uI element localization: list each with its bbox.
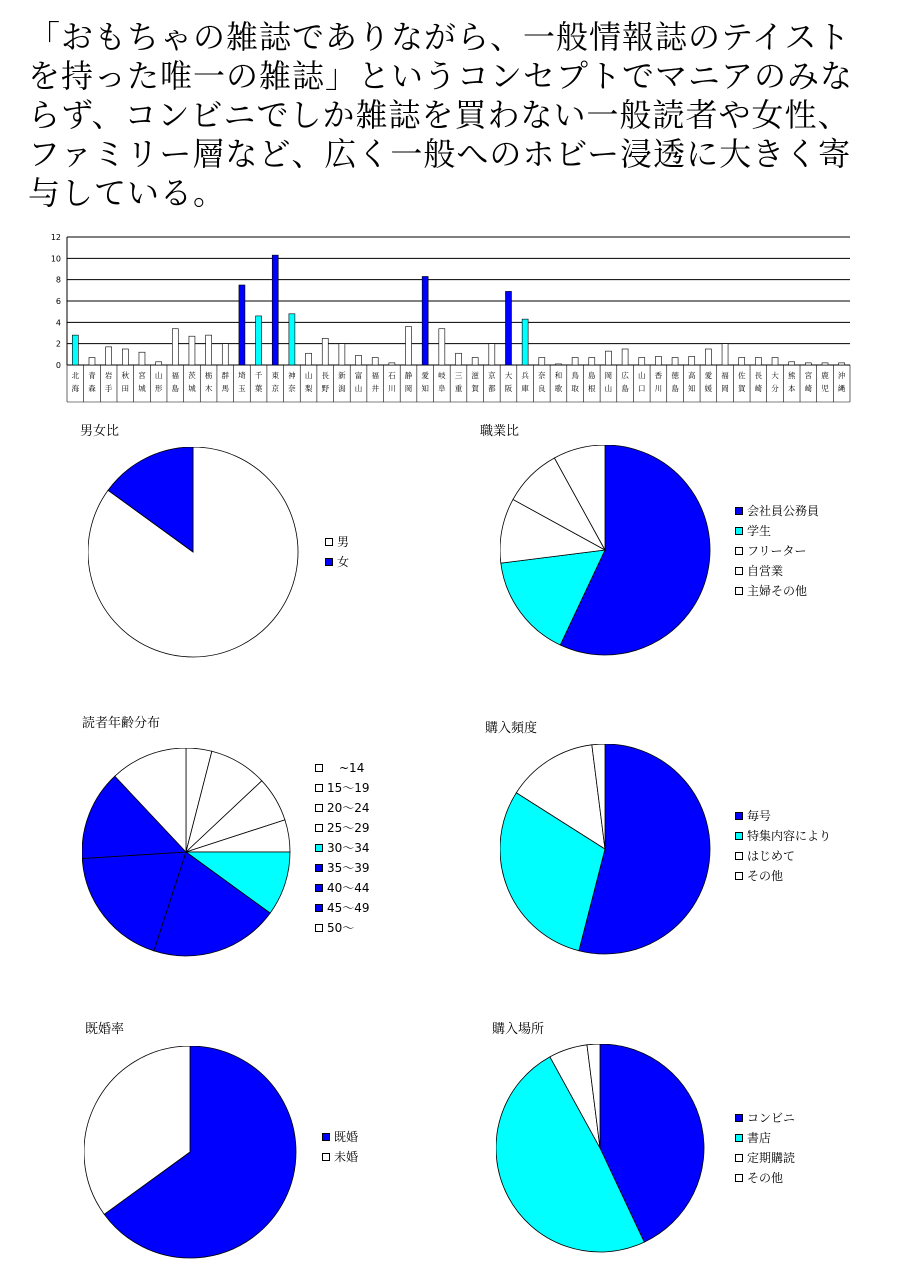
legend-item: [315, 898, 370, 918]
x-tick-label: 縄: [837, 384, 846, 393]
x-tick-label: 福: [171, 371, 180, 380]
bar: [805, 363, 811, 365]
legend-label: 定期購読: [747, 1151, 796, 1165]
bar: [356, 355, 362, 365]
x-tick-label: 児: [821, 384, 829, 393]
legend-label: その他: [747, 869, 784, 883]
legend-item: [315, 878, 370, 898]
legend-item: [735, 866, 831, 886]
bar: [322, 338, 328, 365]
legend-swatch: [315, 884, 323, 892]
legend-item: [735, 1148, 795, 1168]
x-tick-label: 賀: [737, 384, 746, 393]
bar: [339, 344, 345, 365]
legend-label: はじめて: [747, 849, 796, 863]
legend-item: [325, 552, 349, 572]
x-tick-label: 新: [338, 371, 346, 380]
bar: [589, 358, 595, 365]
bar: [672, 358, 678, 365]
x-tick-label: 知: [687, 384, 696, 393]
x-tick-label: 鳥: [571, 371, 579, 380]
legend-swatch: [315, 784, 323, 792]
legend-item: [735, 1168, 795, 1188]
legend-label: 特集内容により: [747, 829, 832, 843]
bar: [605, 351, 611, 365]
y-tick-label: 12: [50, 233, 61, 242]
x-tick-label: 熊: [787, 371, 796, 380]
legend-label: 45～49: [327, 901, 370, 915]
x-tick-label: 福: [371, 371, 379, 380]
intro-paragraph: 「おもちゃの雑誌でありながら、一般情報誌のテイストを持った唯一の雑誌」というコンセプトでマニアのみならず、コンビニでしか雑誌を買わない一般読者や女性、ファミリー層など、広く一般へのホビー浸透に大きく寄与している。: [28, 18, 854, 212]
x-tick-label: 大: [504, 371, 513, 380]
bar: [206, 335, 212, 365]
bar: [406, 327, 412, 365]
legend-item: [735, 1128, 795, 1148]
legend-item: [735, 521, 819, 541]
x-tick-label: 島: [671, 384, 679, 393]
frequency-pie-chart: [500, 744, 712, 956]
bar: [189, 336, 195, 365]
x-tick-label: 大: [771, 371, 779, 380]
pie-title-purchase-place: 購入場所: [492, 1022, 545, 1037]
x-tick-label: 香: [654, 371, 663, 380]
bar: [639, 358, 645, 365]
prefecture-bar-chart: [0, 228, 900, 406]
legend-label: コンビニ: [747, 1111, 796, 1125]
bar: [122, 349, 128, 365]
y-tick-label: 0: [55, 361, 61, 370]
x-tick-label: 玉: [238, 384, 246, 393]
x-tick-label: 高: [687, 371, 696, 380]
bar: [172, 329, 178, 365]
x-tick-label: 東: [271, 371, 279, 380]
legend-item: [315, 818, 370, 838]
legend-swatch: [315, 844, 323, 852]
legend-item: [735, 581, 819, 601]
x-tick-label: 良: [538, 384, 546, 393]
legend-swatch: [315, 924, 323, 932]
x-tick-label: 山: [354, 384, 363, 393]
legend-swatch: [322, 1153, 330, 1161]
y-tick-label: 4: [55, 318, 61, 328]
legend-item: [735, 541, 819, 561]
legend-item: [735, 561, 819, 581]
legend-swatch: [735, 587, 743, 595]
legend-label: 15～19: [327, 781, 370, 795]
x-tick-label: 馬: [221, 384, 230, 393]
x-tick-label: 岐: [438, 371, 446, 380]
legend-label: 20～24: [327, 801, 370, 815]
legend-item: [735, 501, 819, 521]
legend-item: [735, 806, 831, 826]
x-tick-label: 茨: [188, 371, 196, 380]
legend-swatch: [735, 832, 743, 840]
x-tick-label: 島: [621, 384, 629, 393]
legend-label: 30～34: [327, 841, 370, 855]
bar: [422, 276, 428, 365]
x-tick-label: 本: [787, 384, 796, 393]
x-tick-label: 口: [638, 384, 646, 393]
bar: [722, 344, 728, 365]
legend-label: 35～39: [327, 861, 370, 875]
x-tick-label: 千: [254, 371, 263, 380]
x-tick-label: 福: [721, 371, 729, 380]
bar: [555, 364, 561, 365]
x-tick-label: 徳: [671, 371, 679, 380]
x-tick-label: 兵: [521, 371, 529, 380]
x-tick-label: 重: [454, 384, 463, 393]
legend-label: 会社員公務員: [747, 504, 820, 518]
legend-swatch: [735, 812, 743, 820]
x-tick-label: 沖: [837, 371, 846, 380]
legend-swatch: [735, 1114, 743, 1122]
legend-label: 自営業: [747, 564, 784, 578]
x-tick-label: 山: [154, 371, 163, 380]
bar: [89, 358, 95, 365]
legend-item: [322, 1147, 358, 1167]
purchase-place-legend: [735, 1108, 795, 1188]
x-tick-label: 岡: [404, 384, 413, 393]
bar: [106, 347, 112, 365]
x-tick-label: 田: [121, 384, 130, 393]
legend-item: [735, 846, 831, 866]
age-legend: [315, 758, 370, 938]
bar: [289, 314, 295, 365]
marital-pie-chart: [84, 1046, 298, 1260]
x-tick-label: 和: [554, 371, 563, 380]
bar: [72, 335, 78, 365]
bar: [839, 363, 845, 365]
gender-legend: [325, 532, 349, 572]
legend-swatch: [735, 1134, 743, 1142]
bar: [655, 356, 661, 365]
legend-label: 25～29: [327, 821, 370, 835]
x-tick-label: 長: [321, 371, 329, 380]
legend-swatch: [315, 824, 323, 832]
legend-swatch: [735, 1174, 743, 1182]
x-tick-label: 城: [138, 384, 146, 393]
x-tick-label: 青: [88, 371, 96, 380]
x-tick-label: 森: [88, 384, 96, 393]
x-tick-label: 岡: [604, 371, 613, 380]
x-tick-label: 山: [304, 371, 313, 380]
legend-label: 学生: [747, 524, 772, 538]
x-tick-label: 歌: [554, 384, 563, 393]
x-tick-label: 潟: [338, 384, 346, 393]
x-tick-label: 手: [104, 384, 113, 393]
bar: [139, 352, 145, 365]
x-tick-label: 神: [288, 371, 296, 380]
x-tick-label: 佐: [737, 371, 746, 380]
x-tick-label: 井: [371, 384, 379, 393]
x-tick-label: 石: [388, 371, 396, 380]
pie-title-marital: 既婚率: [85, 1022, 125, 1037]
legend-label: 毎号: [747, 809, 772, 823]
bar: [256, 316, 262, 365]
x-tick-label: 富: [354, 371, 363, 380]
legend-swatch: [735, 852, 743, 860]
x-tick-label: 葉: [254, 384, 263, 393]
bar: [505, 291, 511, 365]
purchase-place-pie-chart: [496, 1044, 706, 1254]
legend-label: 主婦その他: [747, 584, 808, 598]
x-tick-label: 川: [388, 384, 396, 393]
x-tick-label: 崎: [754, 384, 763, 393]
x-tick-label: 木: [204, 384, 213, 393]
occupation-pie-chart: [500, 445, 712, 657]
bar: [272, 255, 278, 365]
legend-item: [315, 918, 370, 938]
legend-swatch: [325, 558, 333, 566]
legend-swatch: [315, 804, 323, 812]
legend-label: 既婚: [334, 1130, 359, 1144]
legend-swatch: [735, 527, 743, 535]
legend-swatch: [735, 567, 743, 575]
bar: [539, 358, 545, 365]
x-tick-label: 京: [271, 384, 279, 393]
legend-swatch: [315, 904, 323, 912]
x-tick-label: 長: [754, 371, 763, 380]
bar: [822, 363, 828, 365]
bar: [156, 362, 162, 365]
x-tick-label: 阪: [504, 384, 513, 393]
legend-item: [322, 1127, 358, 1147]
x-tick-label: 広: [621, 371, 629, 380]
x-tick-label: 三: [454, 371, 463, 380]
legend-label: 未婚: [334, 1150, 359, 1164]
x-tick-label: 宮: [804, 371, 813, 380]
legend-swatch: [325, 538, 333, 546]
bar: [705, 349, 711, 365]
x-tick-label: 岡: [721, 384, 729, 393]
x-tick-label: 群: [221, 371, 230, 380]
x-tick-label: 取: [571, 384, 579, 393]
legend-label: 女: [337, 555, 350, 569]
legend-swatch: [315, 864, 323, 872]
x-tick-label: 野: [321, 384, 329, 393]
x-tick-label: 島: [588, 371, 596, 380]
y-tick-label: 6: [55, 297, 61, 306]
x-tick-label: 媛: [704, 384, 713, 393]
legend-label: ~14: [327, 761, 365, 775]
bar: [789, 362, 795, 365]
x-tick-label: 北: [71, 371, 80, 380]
legend-item: [735, 1108, 795, 1128]
x-tick-label: 秋: [121, 371, 130, 380]
occupation-legend: [735, 501, 819, 601]
x-tick-label: 奈: [538, 371, 546, 380]
bar: [572, 358, 578, 365]
x-tick-label: 分: [771, 384, 779, 393]
x-tick-label: 山: [604, 384, 613, 393]
legend-swatch: [315, 764, 323, 772]
pie-title-age: 読者年齢分布: [82, 716, 161, 731]
legend-label: フリーター: [747, 544, 807, 558]
pie-title-frequency: 購入頻度: [485, 721, 538, 736]
x-tick-label: 崎: [804, 384, 813, 393]
x-tick-label: 山: [638, 371, 646, 380]
gender-pie-chart: [88, 447, 300, 659]
bar: [772, 358, 778, 365]
x-tick-label: 海: [71, 384, 80, 393]
pie-title-occupation: 職業比: [480, 424, 520, 439]
bar: [389, 363, 395, 365]
legend-swatch: [735, 872, 743, 880]
x-tick-label: 川: [654, 384, 663, 393]
legend-item: [325, 532, 349, 552]
bar: [622, 349, 628, 365]
legend-item: [315, 798, 370, 818]
x-tick-label: 阜: [438, 384, 446, 393]
x-tick-label: 城: [188, 384, 196, 393]
legend-label: その他: [747, 1171, 784, 1185]
age-pie-chart: [82, 748, 292, 958]
bar: [489, 344, 495, 365]
legend-item: [315, 758, 370, 778]
bar: [239, 285, 245, 365]
legend-label: 40～44: [327, 881, 370, 895]
y-tick-label: 8: [55, 275, 61, 285]
pie-title-gender: 男女比: [80, 424, 120, 439]
x-tick-label: 滋: [471, 371, 479, 380]
legend-label: 50～: [327, 921, 355, 935]
bar: [222, 344, 228, 365]
frequency-legend: [735, 806, 831, 886]
x-tick-label: 鹿: [821, 371, 829, 380]
x-tick-label: 静: [404, 371, 413, 380]
x-tick-label: 宮: [138, 371, 146, 380]
legend-swatch: [735, 1154, 743, 1162]
bar: [456, 353, 462, 365]
legend-swatch: [735, 507, 743, 515]
bar: [372, 358, 378, 365]
x-tick-label: 形: [154, 384, 163, 393]
x-tick-label: 都: [488, 384, 496, 393]
bar: [689, 356, 695, 365]
bar: [755, 358, 761, 365]
bar: [472, 358, 478, 365]
legend-item: [315, 858, 370, 878]
legend-item: [315, 778, 370, 798]
marital-legend: [322, 1127, 358, 1167]
legend-swatch: [735, 547, 743, 555]
x-tick-label: 奈: [288, 384, 296, 393]
x-tick-label: 賀: [471, 384, 479, 393]
x-tick-label: 庫: [521, 384, 529, 393]
legend-item: [315, 838, 370, 858]
y-tick-label: 2: [55, 339, 61, 349]
y-tick-label: 10: [50, 254, 61, 264]
x-tick-label: 愛: [704, 371, 713, 380]
bar: [522, 319, 528, 365]
bar: [739, 358, 745, 365]
x-tick-label: 梨: [304, 384, 313, 393]
x-tick-label: 知: [421, 384, 429, 393]
x-tick-label: 京: [488, 371, 496, 380]
x-tick-label: 栃: [204, 371, 213, 380]
legend-swatch: [322, 1133, 330, 1141]
legend-label: 男: [337, 535, 350, 549]
x-tick-label: 根: [588, 384, 596, 393]
x-tick-label: 島: [171, 384, 180, 393]
legend-label: 書店: [747, 1131, 772, 1145]
x-tick-label: 岩: [104, 371, 113, 380]
x-tick-label: 愛: [421, 371, 429, 380]
bar: [439, 329, 445, 365]
legend-item: [735, 826, 831, 846]
x-tick-label: 埼: [238, 371, 246, 380]
bar: [306, 353, 312, 365]
